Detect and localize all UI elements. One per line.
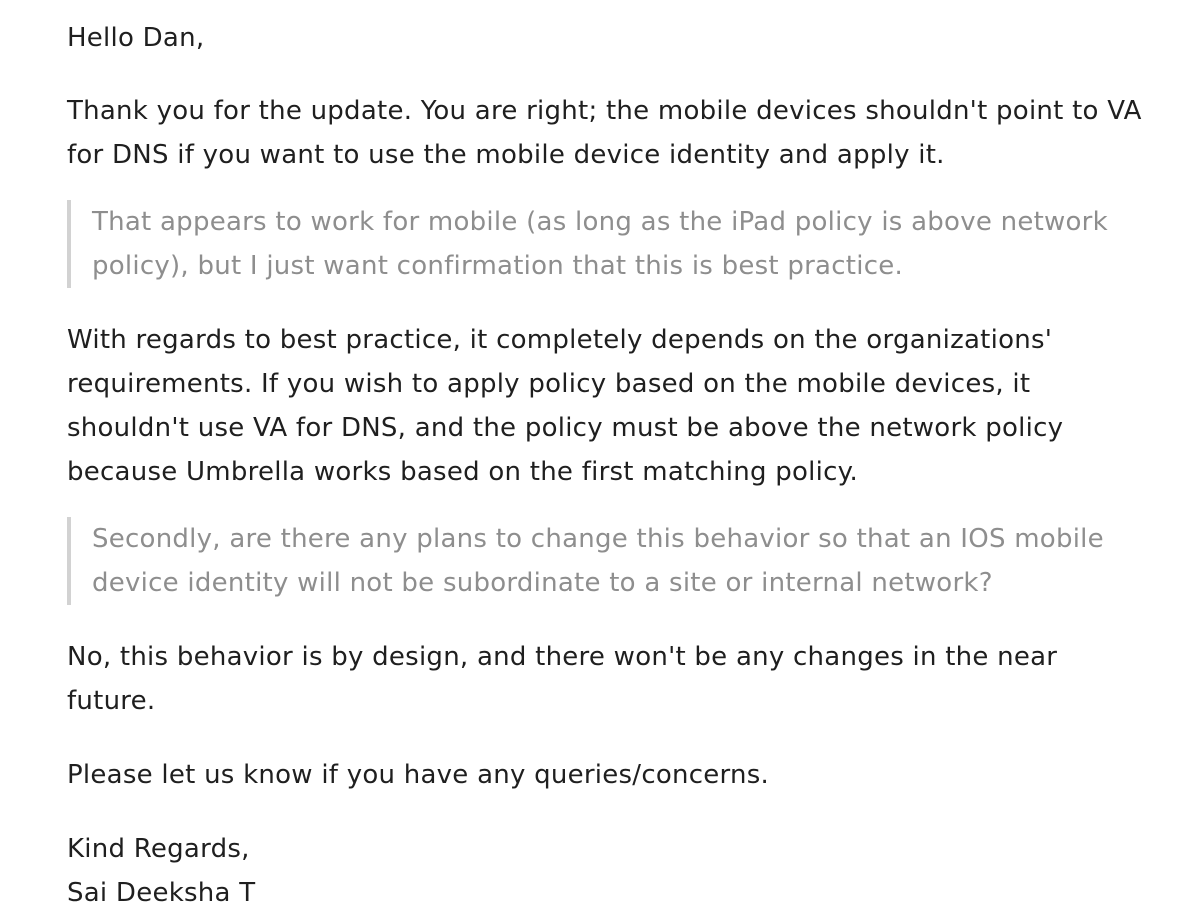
reply-paragraph-2: With regards to best practice, it completely depends on the organizations' requirements. If you wish to apply policy based on the mobile devices, it shouldn't use VA for DNS, and the policy must be above the network policy because Umbrella works based on the first matching policy. [67, 325, 1064, 487]
reply-paragraph-3: No, this behavior is by design, and there won't be any changes in the near future. [67, 642, 1058, 716]
reply-paragraph-4: Please let us know if you have any queries/concerns. [67, 760, 770, 790]
quoted-text-1: That appears to work for mobile (as long as the iPad policy is above network policy), but I just want confirmation that this is best practice. [67, 200, 1142, 288]
reply-paragraph-1: Thank you for the update. You are right; the mobile devices shouldn't point to VA for DNS if you want to use the mobile device identity and apply it. [67, 96, 1142, 170]
email-signature [67, 827, 1142, 915]
email-greeting: Hello Dan, [67, 23, 205, 53]
signature-name: Sai Deeksha T [67, 878, 256, 908]
quoted-text-2: Secondly, are there any plans to change this behavior so that an IOS mobile device identity will not be subordinate to a site or internal network? [67, 517, 1142, 605]
sign-off-text: Kind Regards, [67, 834, 250, 864]
